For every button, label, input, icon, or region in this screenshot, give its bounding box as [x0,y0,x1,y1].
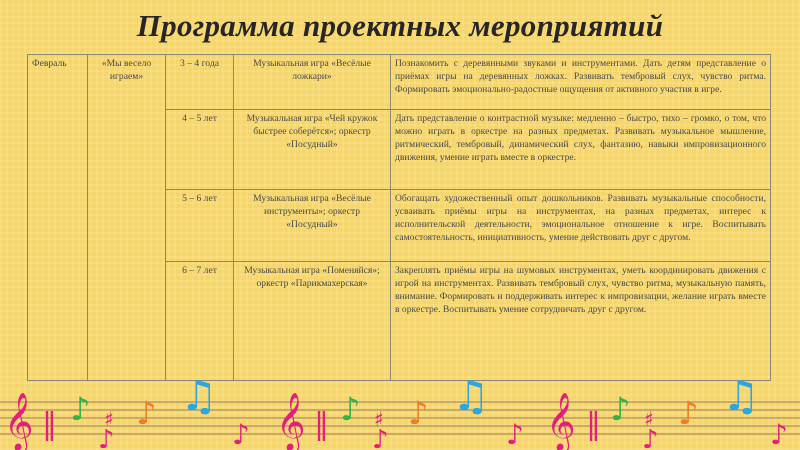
eighth-note-icon: ♪ [408,394,429,432]
bar-line-icon: ‖ [586,407,601,442]
beamed-notes-icon: ♫ [722,380,760,420]
goal-cell: Дать представление о контрастной музыке: медленно – быстро, тихо – громко, о том, что можно играть в оркестре на разных предметах. Развивать музыкальное мышление, ритмический, тембровый, динамический слух, фантазию, навыки импровизационного движения, умение играть вместе в оркестре. [391,110,771,190]
treble-clef-icon: 𝄞 [276,392,306,450]
treble-clef-icon: 𝄞 [546,392,576,450]
eighth-note-icon: ♪ [70,390,91,428]
slide-title: Программа проектных мероприятий [136,8,664,43]
sharp-icon: ♯ [374,407,384,431]
eighth-note-icon: ♪ [610,390,631,428]
program-table [27,54,771,381]
sharp-icon: ♯ [644,407,654,431]
eighth-note-icon: ♪ [136,394,157,432]
month-cell: Февраль [28,55,88,381]
goal-cell: Познакомить с деревянными звуками и инструментами. Дать детям представление о приёмах игры на деревянных ложках. Развивать тембровый слух, чувство ритма. Формировать эмоционально-радостные ощущения от активного участия в игре. [391,55,771,110]
table-row [28,55,771,110]
eighth-note-icon: ♪ [770,418,788,450]
music-notes-decoration [0,380,800,450]
eighth-note-icon: ♪ [506,418,524,450]
game-cell: Музыкальная игра «Поменяйся»; оркестр «Парикмахерская» [234,262,391,381]
game-cell: Музыкальная игра «Весёлые инструменты»; оркестр «Посудный» [234,190,391,262]
bar-line-icon: ‖ [314,407,329,442]
eighth-note-icon: ♪ [372,425,389,450]
beamed-notes-icon: ♫ [452,380,490,420]
beamed-notes-icon: ♫ [180,380,218,420]
age-cell: 4 – 5 лет [166,110,234,190]
eighth-note-icon: ♪ [642,425,659,450]
eighth-note-icon: ♪ [232,418,250,450]
event-title-cell: «Мы весело играем» [88,55,166,381]
game-cell: Музыкальная игра «Весёлые ложкари» [234,55,391,110]
bar-line-icon: ‖ [42,407,57,442]
game-cell: Музыкальная игра «Чей кружок быстрее соберётся»; оркестр «Посудный» [234,110,391,190]
age-cell: 5 – 6 лет [166,190,234,262]
age-cell: 6 – 7 лет [166,262,234,381]
eighth-note-icon: ♪ [98,425,115,450]
goal-cell: Обогащать художественный опыт дошкольников. Развивать музыкальные способности, усваивать приёмы игры на инструментах, на разных предметах, интерес к исполнительской деятельности, эмоциональное отношение к игре. Воспитывать самостоятельность, инициативность, умение действовать друг с другом. [391,190,771,262]
goal-cell: Закреплять приёмы игры на шумовых инструментах, уметь координировать движения с игрой на инструментах. Развивать тембровый слух, чувство ритма, музыкальную память, внимание. Формировать и поддерживать интерес к импровизации, желание играть вместе в оркестре. Воспитывать умение сотрудничать друг с другом. [391,262,771,381]
eighth-note-icon: ♪ [340,390,361,428]
age-cell: 3 – 4 года [166,55,234,110]
treble-clef-icon: 𝄞 [4,392,34,450]
sharp-icon: ♯ [104,407,114,431]
eighth-note-icon: ♪ [678,394,699,432]
